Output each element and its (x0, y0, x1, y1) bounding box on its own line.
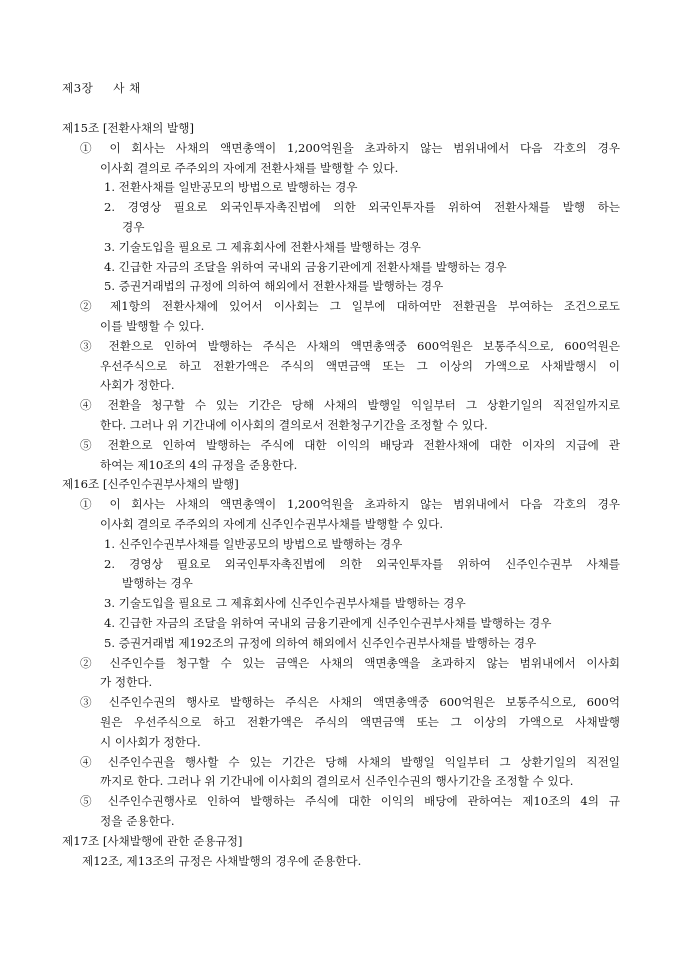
sub-item-line: 3. 기술도입을 필요로 그 제휴회사에 전환사채를 발행하는 경우 (104, 239, 421, 254)
chapter-heading (62, 80, 141, 96)
sub-item-line: 1. 전환사채를 일반공모의 방법으로 발행하는 경우 (104, 180, 358, 195)
article-heading: 제15조 [전환사채의 발행] (62, 121, 194, 135)
clause-line: ③ 신주인수권의 행사로 발행하는 주식은 사채의 액면총액중 600억원은 보통주식으로, 600억 (80, 695, 620, 710)
clause-line: ④ 신주인수권을 행사할 수 있는 기간은 당해 사채의 발행일 익일부터 그 상환기일의 직전일 (80, 754, 620, 769)
chapter-title: 사 채 (113, 81, 141, 95)
clause-line: ② 제1항의 전환사채에 있어서 이사회는 그 일부에 대하여만 전환권을 부여하는 조건으로도 (80, 299, 620, 314)
sub-item-line: 3. 기술도입을 필요로 그 제휴회사에 신주인수권부사채를 발행하는 경우 (104, 596, 466, 611)
chapter-number: 제3장 (62, 81, 94, 95)
clause-line: 시 이사회가 정한다. (100, 734, 201, 749)
sub-item-line: 5. 증권거래법 제192조의 규정에 의하여 해외에서 신주인수권부사채를 발행하는 경우 (104, 635, 537, 650)
clause-line: 까지로 한다. 그러나 위 기간내에 이사회의 결의로서 신주인수권의 행사기간을 조정할 수 있다. (100, 774, 574, 789)
article-heading: 제16조 [신주인수권부사채의 발행] (62, 477, 239, 492)
sub-item-line: 5. 증권거래법의 규정에 의하여 해외에서 전환사채를 발행하는 경우 (104, 279, 444, 294)
clause-line: ⑤ 신주인수권행사로 인하여 발행하는 주식에 대한 이익의 배당에 관하여는 제10조의 4의 규 (80, 794, 620, 809)
clause-line: 우선주식으로 하고 전환가액은 주식의 액면금액 또는 그 이상의 가액으로 사채발행시 이 (100, 358, 620, 373)
clause-line: ① 이 회사는 사채의 액면총액이 1,200억원을 초과하지 않는 범위내에서 다음 각호의 경우 (80, 140, 620, 155)
clause-line: ⑤ 전환으로 인하여 발행하는 주식에 대한 이익의 배당과 전환사채에 대한 이자의 지급에 관 (80, 437, 620, 452)
clause-line: ① 이 회사는 사채의 액면총액이 1,200억원을 초과하지 않는 범위내에서 다음 각호의 경우 (80, 497, 620, 512)
sub-item-line: 2. 경영상 필요로 외국인투자촉진법에 의한 외국인투자를 위하여 전환사채를 발행 하는 (104, 200, 620, 215)
clause-line: 이사회 결의로 주주외의 자에게 신주인수권부사채를 발행할 수 있다. (100, 517, 444, 531)
clause-line: ② 신주인수를 청구할 수 있는 금액은 사채의 액면총액을 초과하지 않는 범위내에서 이사회 (80, 655, 620, 670)
clause-line: 이사회 결의로 주주외의 자에게 전환사채를 발행할 수 있다. (100, 160, 399, 175)
clause-line: ③ 전환으로 인하여 발행하는 주식은 사채의 액면총액중 600억원은 보통주식으로, 600억원은 (80, 338, 620, 353)
clause-line: 이를 발행할 수 있다. (100, 319, 205, 333)
sub-item-line: 1. 신주인수권부사채를 일반공모의 방법으로 발행하는 경우 (104, 536, 403, 551)
paragraph-line: 제12조, 제13조의 규정은 사채발행의 경우에 준용한다. (82, 853, 362, 868)
sub-item-line: 2. 경영상 필요로 외국인투자촉진법에 의한 외국인투자를 위하여 신주인수권부 사채를 (104, 556, 620, 571)
clause-line: 사회가 정한다. (100, 378, 175, 393)
sub-item-line: 4. 긴급한 자금의 조달을 위하여 국내외 금융기관에게 전환사채를 발행하는 경우 (104, 259, 507, 274)
clause-line: 한다. 그러나 위 기간내에 이사회의 결의로서 전환청구기간을 조정할 수 있다. (100, 418, 488, 432)
sub-item-line: 경우 (122, 220, 145, 234)
sub-item-line: 발행하는 경우 (122, 576, 193, 591)
clause-line: 하여는 제10조의 4의 규정을 준용한다. (100, 457, 298, 472)
sub-item-line: 4. 긴급한 자금의 조달을 위하여 국내외 금융기관에게 신주인수권부사채를 발행하는 경우 (104, 616, 552, 630)
clause-line: 가 정한다. (100, 675, 153, 690)
article-heading: 제17조 [사채발행에 관한 준용규정] (62, 833, 243, 848)
clause-line: 정을 준용한다. (100, 814, 175, 828)
clause-line: ④ 전환을 청구할 수 있는 기간은 당해 사채의 발행일 익일부터 그 상환기일의 직전일까지로 (80, 398, 620, 413)
clause-line: 원은 우선주식으로 하고 전환가액은 주식의 액면금액 또는 그 이상의 가액으로 사채발행 (100, 715, 620, 729)
